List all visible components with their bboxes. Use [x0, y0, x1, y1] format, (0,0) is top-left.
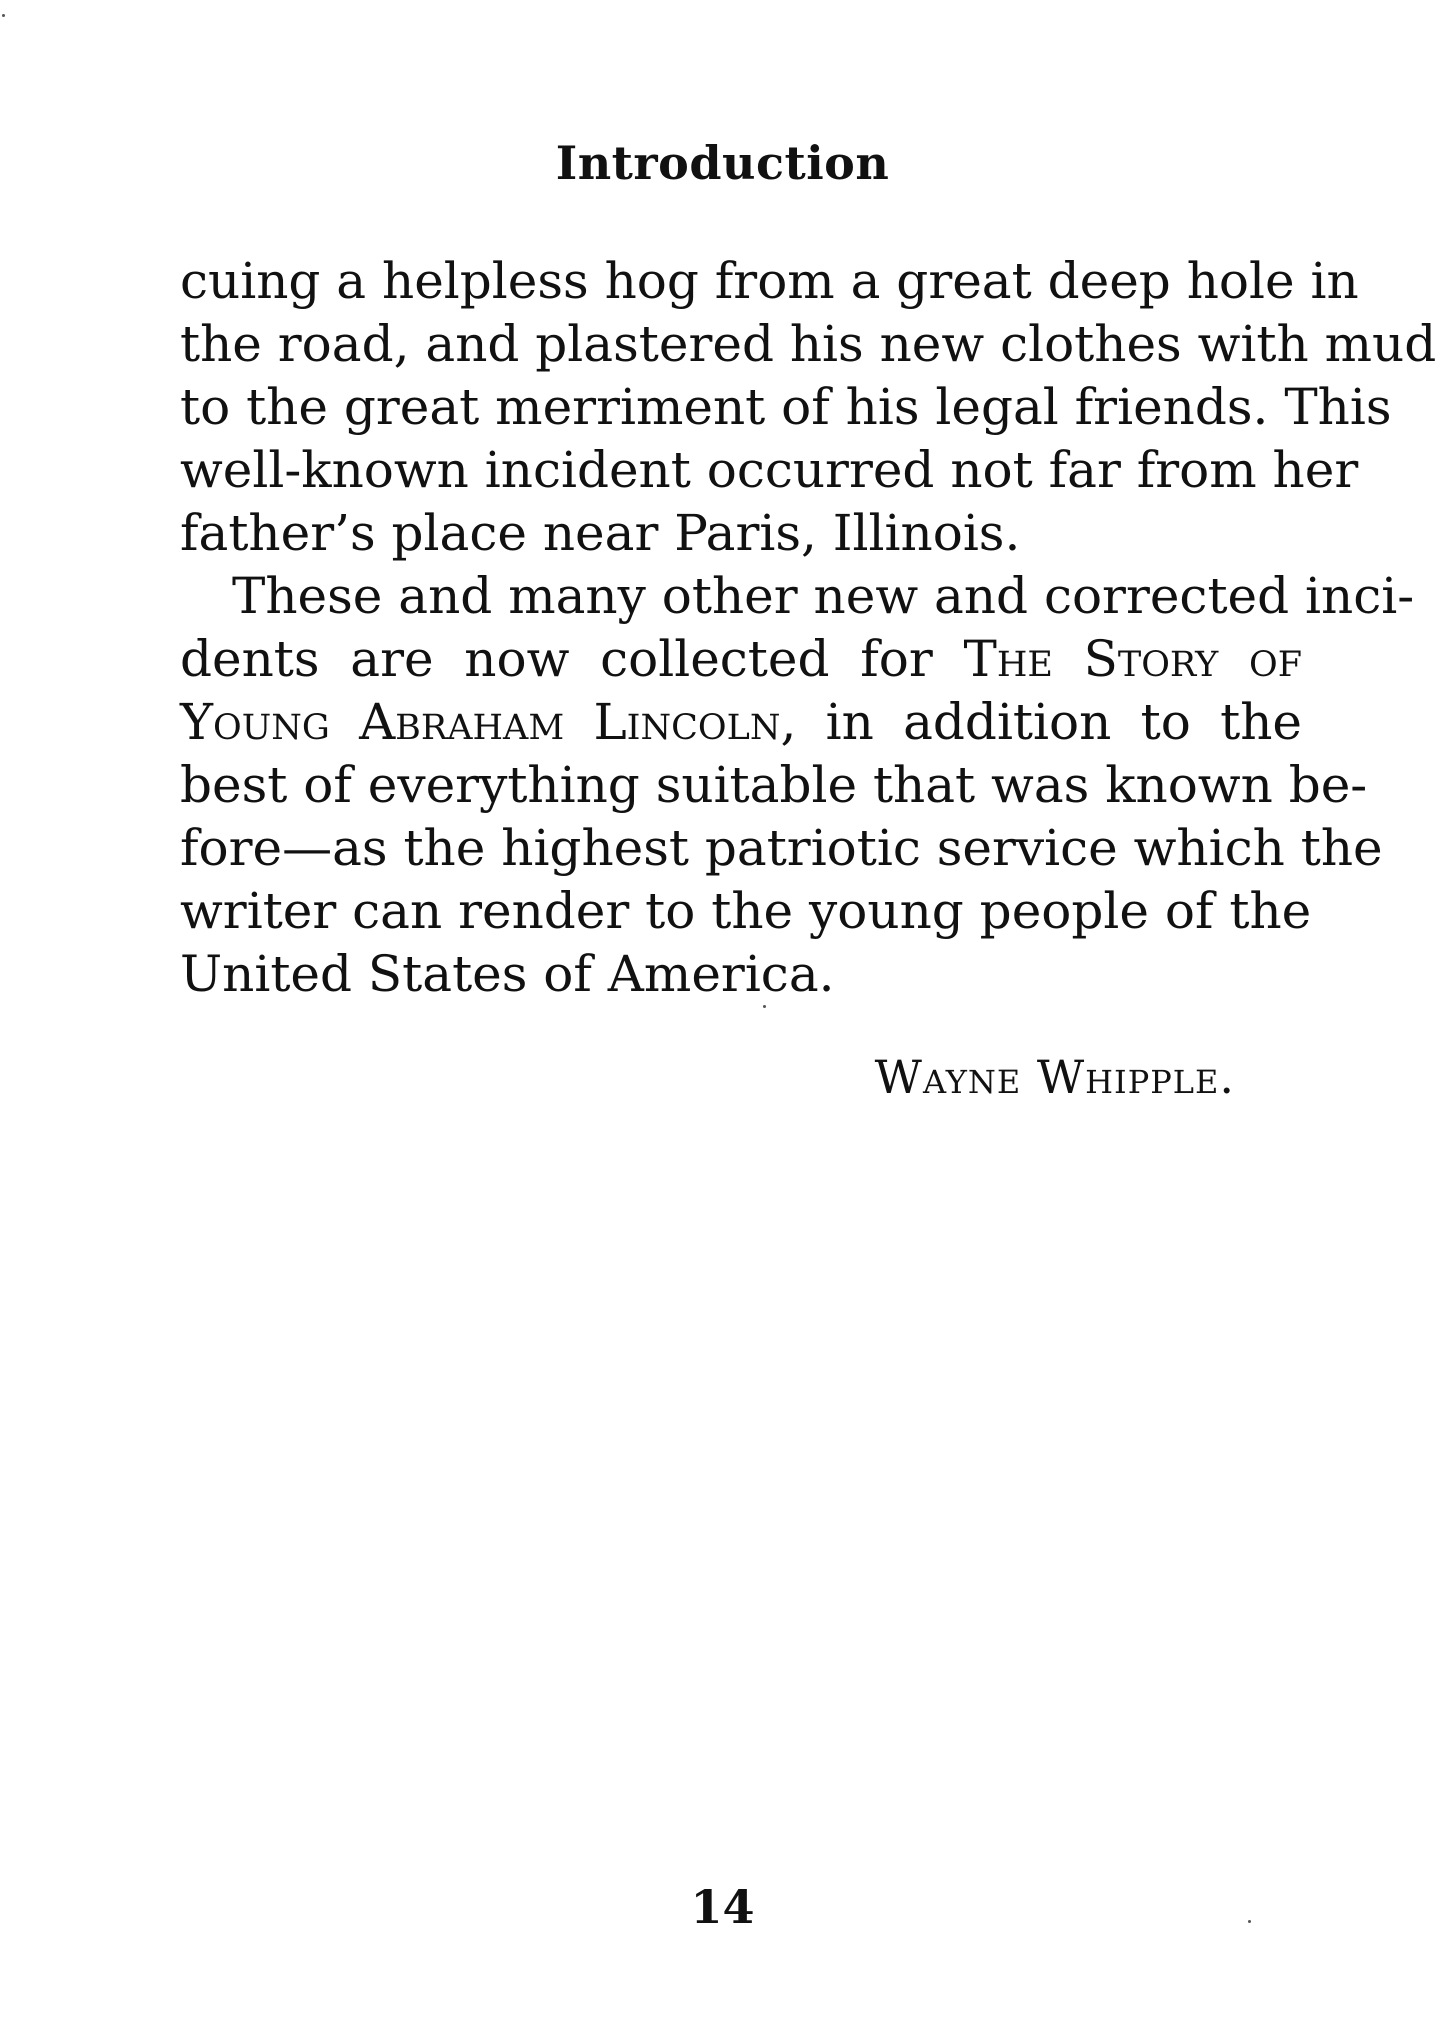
paragraph-2-line-3-text: , in addition to the [780, 693, 1302, 751]
paragraph-2-line-2-text: dents are now collected for [180, 630, 933, 688]
paragraph-2-line-7: United States of America. [180, 945, 835, 1003]
scan-speck [763, 1005, 766, 1008]
author-signature: Wayne Whipple. [874, 1050, 1235, 1104]
paragraph-1-line-3: to the great merriment of his legal friends. This [180, 378, 1392, 436]
paragraph-2-line-3 [180, 691, 1302, 754]
body-text [180, 250, 1437, 1006]
scan-speck [2, 14, 5, 17]
paragraph-2-line-4: best of everything suitable that was known be- [180, 756, 1368, 814]
paragraph-1-line-4: well-known incident occurred not far from her [180, 441, 1359, 499]
paragraph-2-line-1: These and many other new and corrected inci- [232, 567, 1415, 625]
paragraph-2-line-6: writer can render to the young people of the [180, 882, 1312, 940]
paragraph-1-line-1: cuing a helpless hog from a great deep hole in [180, 252, 1359, 310]
paragraph-2-line-5: fore—as the highest patriotic service which the [180, 819, 1383, 877]
book-title-part-1: The Story of [963, 630, 1302, 688]
paragraph-1-line-5: father’s place near Paris, Illinois. [180, 504, 1021, 562]
paragraph-1-line-2: the road, and plastered his new clothes with mud [180, 315, 1437, 373]
running-head-title: Introduction [555, 136, 890, 190]
book-title-part-2: Young Abraham Lincoln [180, 693, 781, 751]
paragraph-2-line-2 [180, 628, 1302, 691]
page-number: 14 [690, 1880, 755, 1934]
scan-speck [1248, 1920, 1251, 1923]
